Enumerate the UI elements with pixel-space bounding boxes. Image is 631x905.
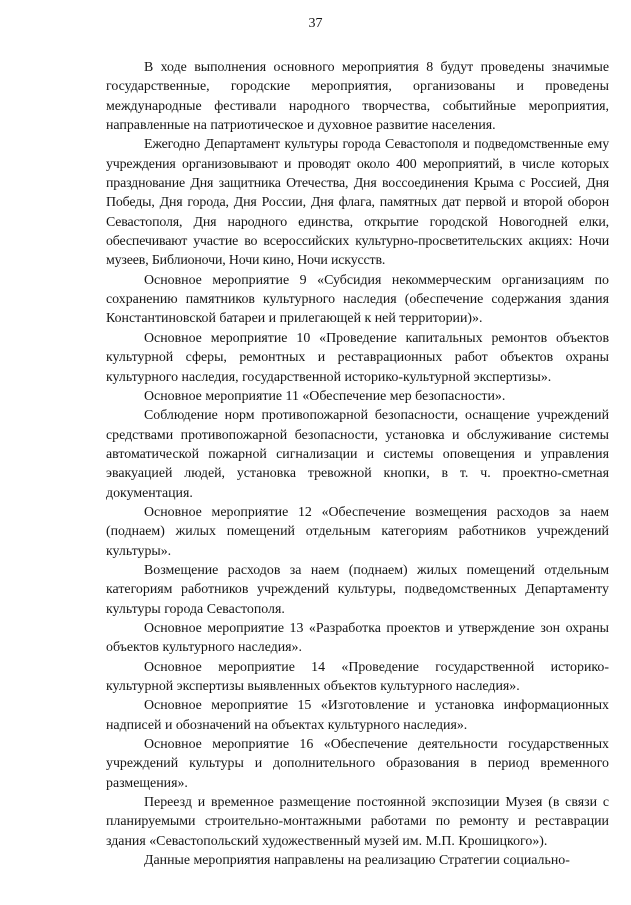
paragraph-event-11: Основное мероприятие 11 «Обеспечение мер безопасности».	[144, 388, 506, 404]
paragraph-annual-events: Ежегодно Департамент культуры города Севастополя и подведомственные ему учреждения организовывают и проводят около 400 мероприятий, в числе которых празднование Дня защитника Отечества, Дня воссоединения Крыма с Россией, Дня Победы, Дня города, Дня России, Дня флага, памятных дат первой и второй оборон Севастополя, Дня народного единства, открытие городской Новогодней елки, обеспечивают участие во всероссийских культурно-просветительских акциях: Ночи музеев, Библионочи, Ночи кино, Ночи искусств.	[106, 137, 609, 269]
paragraph-event-10: Основное мероприятие 10 «Проведение капитальных ремонтов объектов культурной сферы, ремонтных и реставрационных работ объектов охраны культурного наследия, государственной историко-культурной экспертизы».	[106, 330, 609, 385]
paragraph-strategy: Данные мероприятия направлены на реализацию Стратегии социально-	[144, 853, 570, 869]
paragraph-housing-compensation: Возмещение расходов за наем (поднаем) жилых помещений отдельным категориям работников учреждений культуры, подведомственных Департаменту культуры города Севастополя.	[106, 562, 609, 617]
paragraph-museum-relocation: Переезд и временное размещение постоянной экспозиции Музея (в связи с планируемыми строительно-монтажными работами по ремонту и реставрации здания «Севастопольский художественный музей им. М.П. Крошицкого»).	[106, 795, 609, 849]
paragraph-event-12: Основное мероприятие 12 «Обеспечение возмещения расходов за наем (поднаем) жилых помещений отдельным категориям работников учреждений культуры».	[106, 504, 609, 559]
paragraph-event-8: В ходе выполнения основного мероприятия 8 будут проведены значимые государственные, городские мероприятия, организованы и проведены международные фестивали народного творчества, событийные мероприятия, направленные на патриотическое и духовное развитие населения.	[106, 60, 609, 134]
paragraph-event-9: Основное мероприятие 9 «Субсидия некоммерческим организациям по сохранению памятников культурного наследия (обеспечение содержания здания Константиновской батареи и прилегающей к ней территории)».	[106, 272, 609, 327]
paragraph-event-13: Основное мероприятие 13 «Разработка проектов и утверждение зон охраны объектов культурного наследия».	[106, 620, 609, 656]
paragraph-event-14: Основное мероприятие 14 «Проведение государственной историко-культурной экспертизы выявленных объектов культурного наследия».	[106, 659, 609, 694]
paragraph-event-16: Основное мероприятие 16 «Обеспечение деятельности государственных учреждений культуры и дополнительного образования в период временного размещения».	[106, 737, 609, 791]
document-body	[106, 58, 609, 870]
paragraph-event-15: Основное мероприятие 15 «Изготовление и установка информационных надписей и обозначений на объектах культурного наследия».	[106, 698, 609, 733]
page-number: 37	[308, 16, 323, 31]
paragraph-fire-safety: Соблюдение норм противопожарной безопасности, оснащение учреждений средствами противопожарной безопасности, установка и обслуживание системы автоматической пожарной сигнализации и системы оповещения и управления эвакуацией людей, установка тревожной кнопки, в т. ч. проектно-сметная документация.	[106, 408, 609, 501]
